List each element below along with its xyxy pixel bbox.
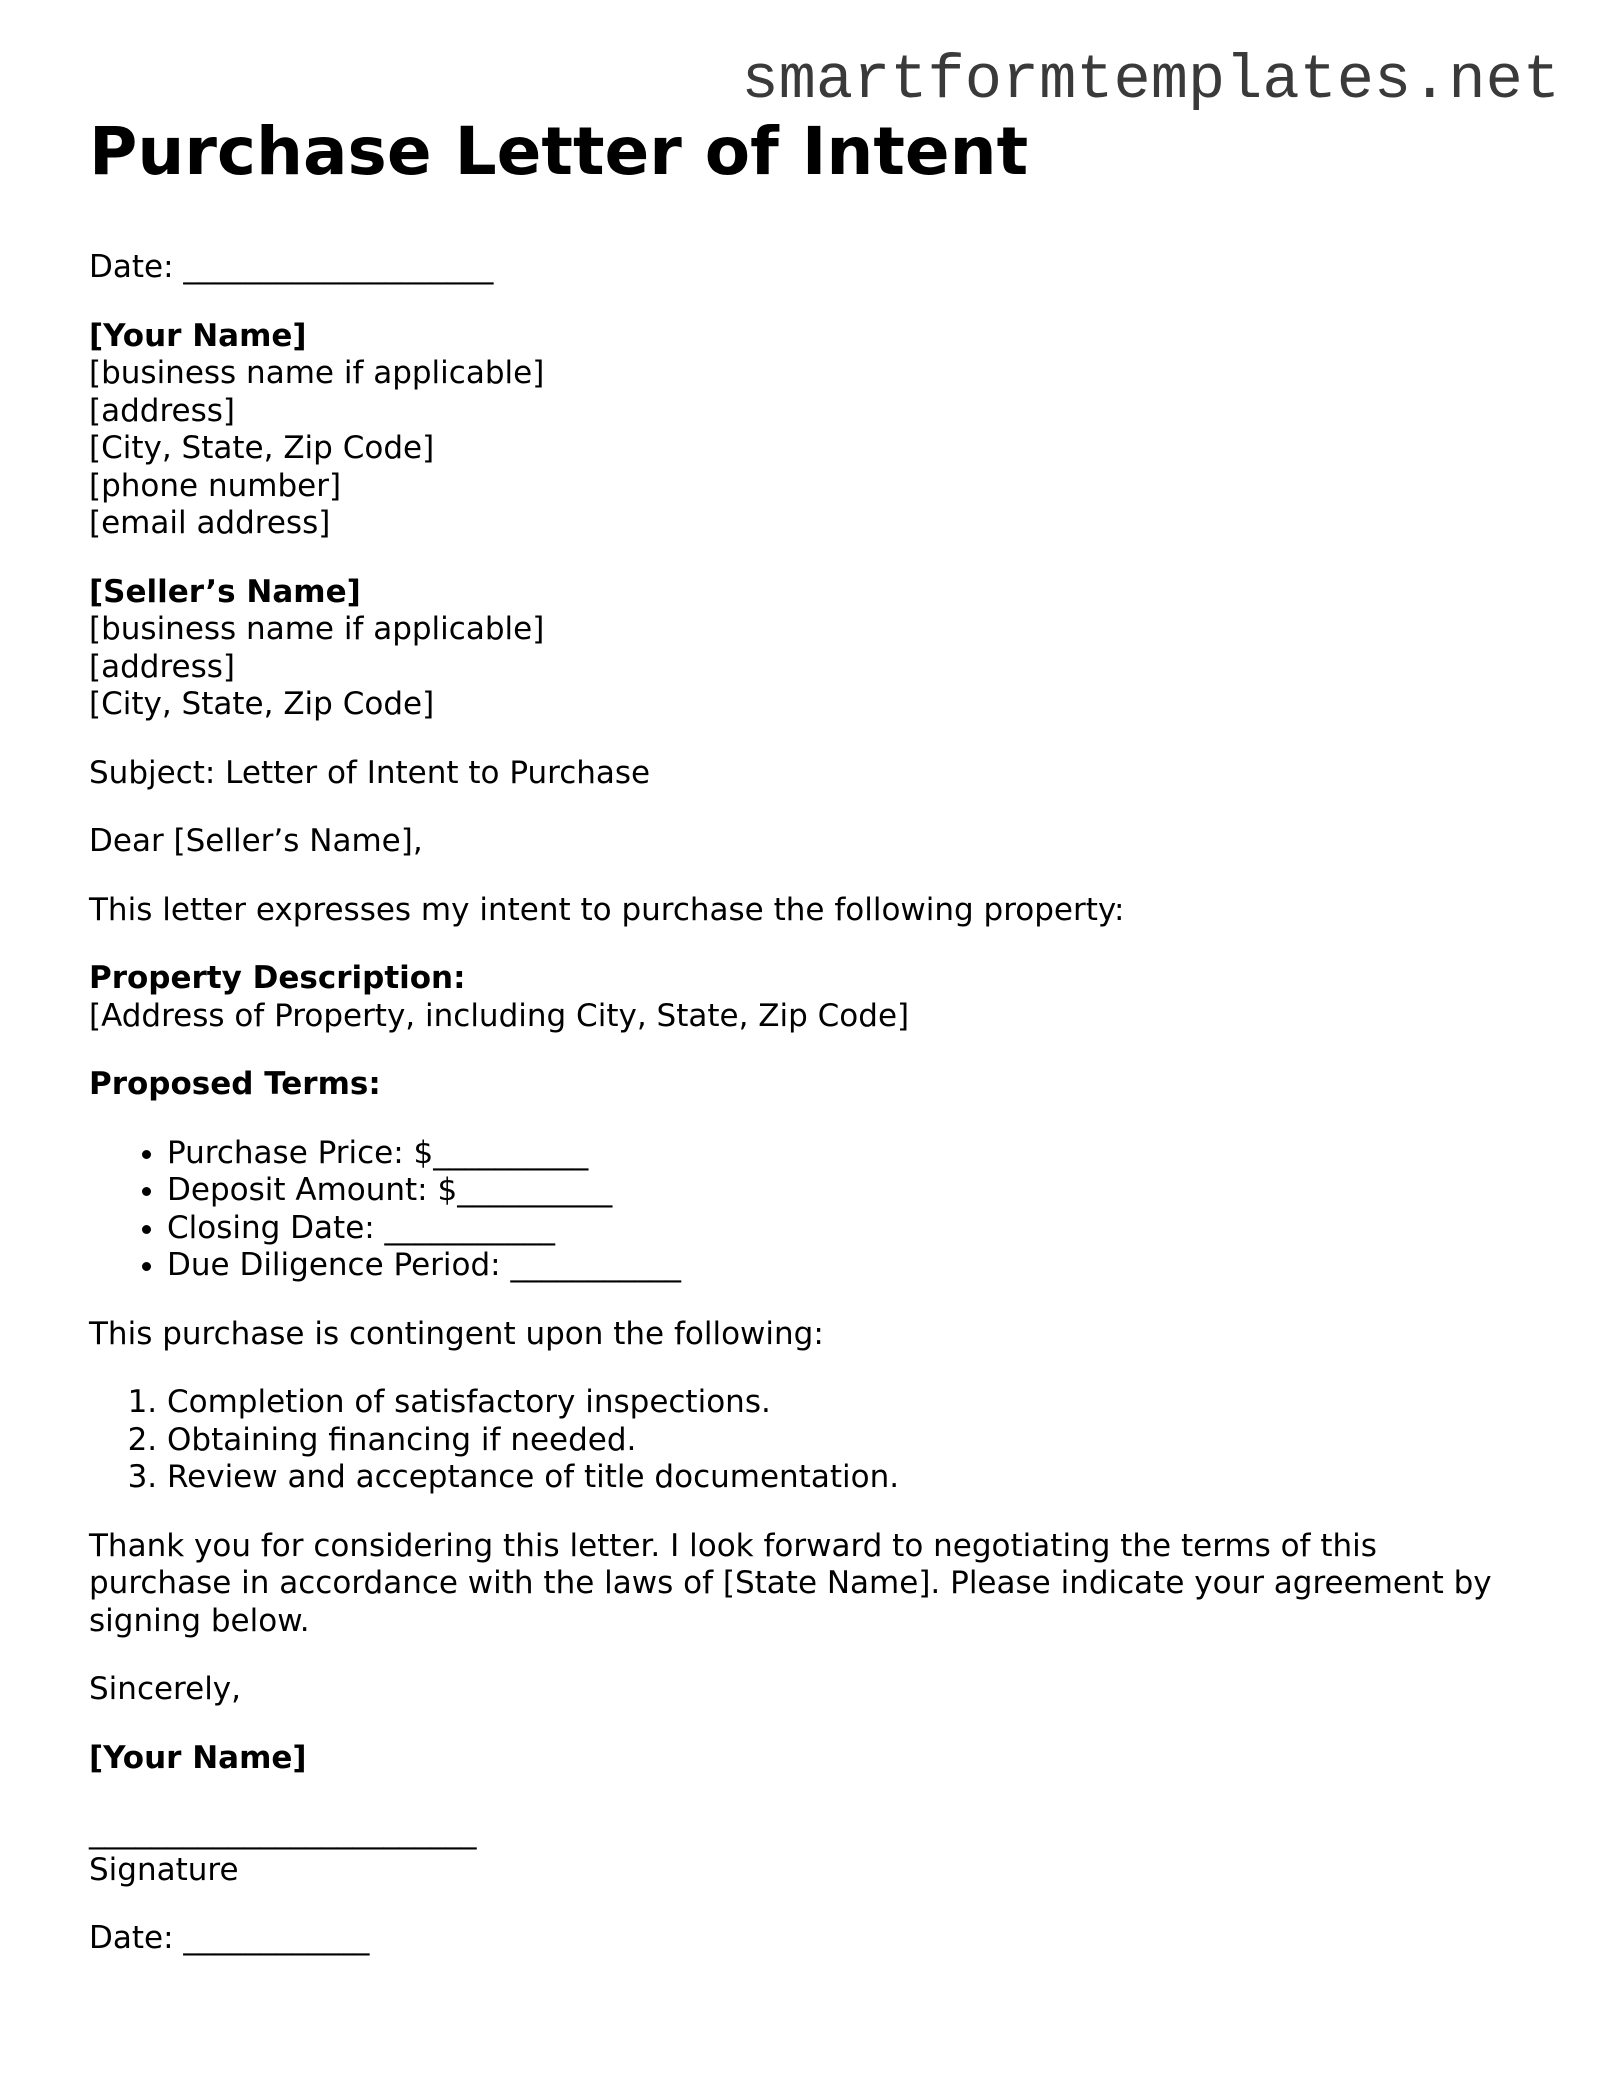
term-closing-date: • Closing Date: ___________: [167, 1210, 1549, 1248]
salutation: Dear [Seller’s Name],: [89, 823, 423, 859]
date-field: Date: ____________________: [89, 249, 494, 285]
contingency-item: 2. Obtaining financing if needed.: [167, 1422, 1549, 1460]
sender-business: [business name if applicable]: [89, 355, 545, 391]
closing-paragraph: [89, 1528, 1549, 1641]
signature-space: [89, 1777, 1549, 1814]
terms-heading: Proposed Terms:: [89, 1066, 381, 1102]
seller-address: [address]: [89, 648, 235, 685]
seller-address-block: [89, 574, 1549, 724]
seller-city-state-zip: [City, State, Zip Code]: [89, 686, 435, 722]
sender-city-state-zip: [City, State, Zip Code]: [89, 430, 435, 466]
intro-paragraph: This letter expresses my intent to purchase the following property:: [89, 891, 1125, 928]
property-heading: Property Description:: [89, 960, 466, 996]
closing-line: signing below.: [89, 1602, 310, 1639]
letter-body: [89, 105, 1549, 1989]
sender-address-block: [89, 318, 1549, 543]
sender-address: [address]: [89, 392, 235, 429]
signature-label: Signature: [89, 1851, 239, 1888]
seller-business: [business name if applicable]: [89, 611, 545, 647]
sender-phone: [phone number]: [89, 467, 342, 504]
term-deposit-amount: • Deposit Amount: $__________: [167, 1172, 1549, 1210]
closing-line: Thank you for considering this letter. I look forward to negotiating the terms of this: [89, 1527, 1377, 1564]
contingency-list: [89, 1384, 1549, 1497]
sender-name: [Your Name]: [89, 317, 307, 354]
property-description-section: [89, 960, 1549, 1035]
term-due-diligence: • Due Diligence Period: ___________: [167, 1247, 1549, 1285]
signer-name: [Your Name]: [89, 1739, 307, 1776]
signature-line: _________________________: [89, 1814, 477, 1850]
contingency-item: 1. Completion of satisfactory inspections.: [167, 1384, 1549, 1422]
site-watermark: smartformtemplates.net: [741, 45, 1560, 116]
sender-email: [email address]: [89, 505, 331, 541]
seller-name: [Seller’s Name]: [89, 573, 361, 610]
term-purchase-price: • Purchase Price: $__________: [167, 1135, 1549, 1173]
signature-date-field: Date: ____________: [89, 1920, 370, 1956]
subject-line: Subject: Letter of Intent to Purchase: [89, 754, 651, 791]
terms-list: [89, 1135, 1549, 1285]
document-title: Purchase Letter of Intent: [89, 113, 1029, 190]
contingency-intro: This purchase is contingent upon the following:: [89, 1315, 824, 1352]
signature-block: [89, 1814, 1549, 1889]
contingency-item: 3. Review and acceptance of title documentation.: [167, 1459, 1549, 1497]
closing-line: purchase in accordance with the laws of [State Name]. Please indicate your agreement by: [89, 1565, 1492, 1601]
valediction: Sincerely,: [89, 1671, 242, 1707]
property-address: [Address of Property, including City, State, Zip Code]: [89, 997, 910, 1034]
